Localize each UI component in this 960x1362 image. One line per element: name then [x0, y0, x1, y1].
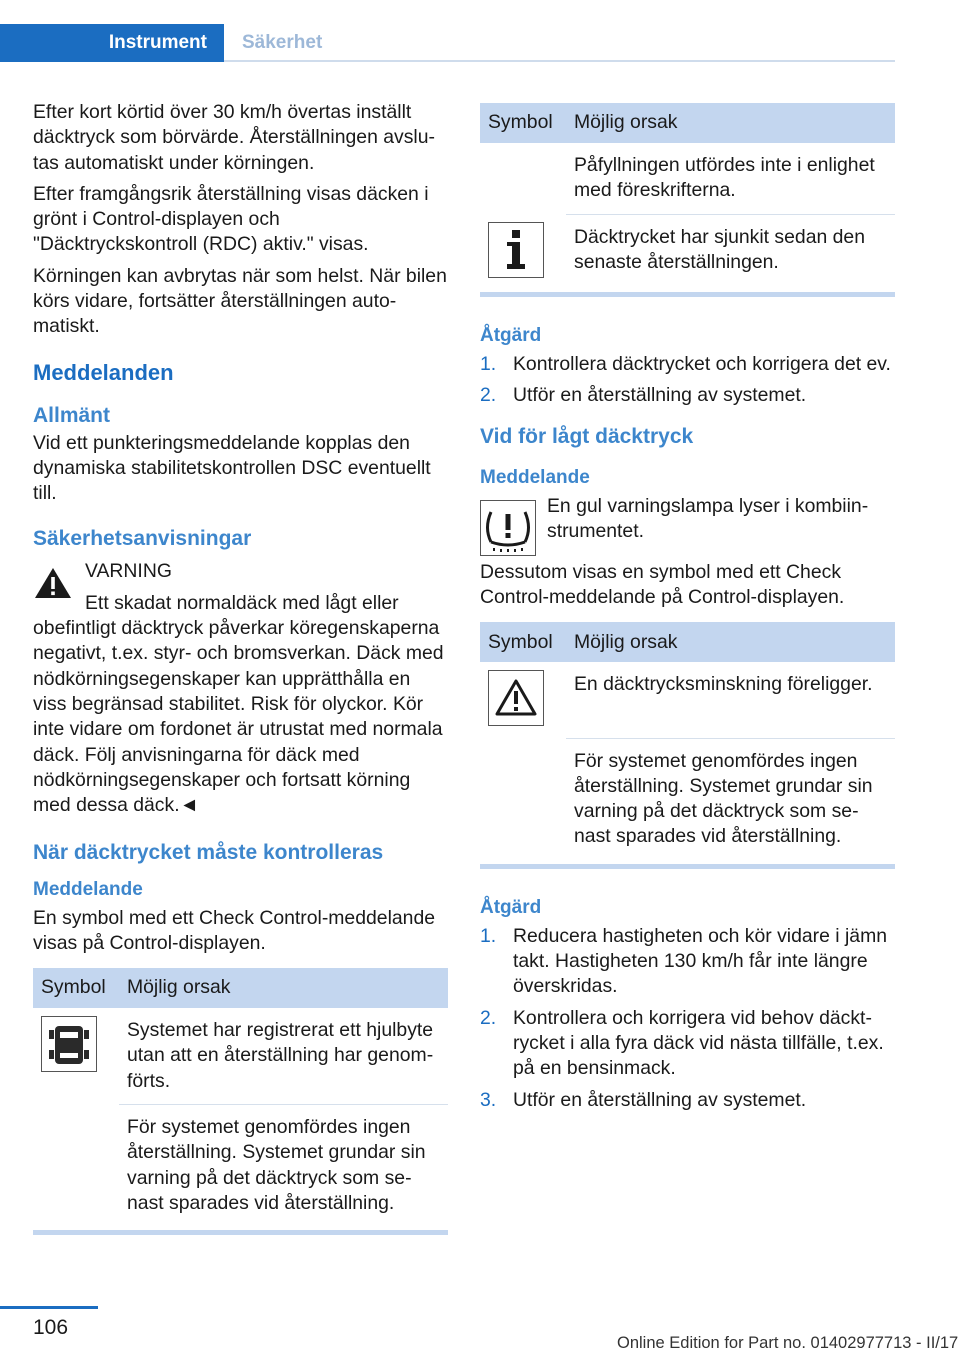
- steps-list: [480, 924, 895, 1113]
- info-icon: [488, 222, 544, 278]
- paragraph: En symbol med ett Check Control-meddelande visas på Control-displayen.: [33, 906, 436, 954]
- list-item: 2. Kontrollera och korrigera vid behov däcktrycket i alla fyra däck vid nästa tillfälle, t.ex. på en bensinmack.: [480, 1006, 884, 1080]
- heading-allmant: Allmänt: [33, 403, 111, 427]
- list-item: 3. Utför en återställning av systemet.: [480, 1088, 807, 1111]
- message-text: En gul varningslampa lyser i kombiinstrumentet.: [547, 494, 869, 542]
- heading-lagt-dacktryck: Vid för lågt däcktryck: [480, 424, 694, 448]
- table-cell: En däcktrycksminskning föreligger.: [566, 662, 895, 738]
- list-item: 1. Kontrollera däcktrycket och korrigera det ev.: [480, 353, 891, 376]
- tire-pressure-warning-icon: [480, 500, 536, 556]
- tab-sakerhet[interactable]: Säkerhet: [242, 32, 323, 53]
- paragraph: Dessutom visas en symbol med ett Check Control-meddelande på Control-displayen.: [480, 560, 845, 608]
- symbol-table: [480, 622, 895, 868]
- left-column: [33, 100, 448, 1235]
- heading-meddelande: Meddelande: [480, 466, 590, 488]
- list-item: 2. Utför en återställning av systemet.: [480, 384, 807, 407]
- right-column: [480, 92, 895, 1119]
- car-wheels-icon: [41, 1016, 97, 1072]
- table-row: [480, 143, 895, 214]
- col-header-orsak: Möjlig orsak: [566, 103, 895, 143]
- footer-divider: [0, 1306, 98, 1309]
- tab-instrument[interactable]: Instrument: [0, 24, 224, 62]
- table-row: [480, 738, 895, 866]
- table-cell: Däcktrycket har sjunkit sedan den senaste återställningen.: [566, 214, 895, 295]
- warning-text: obefintligt däcktryck påverkar köregenskaperna negativt, t.ex. styr- och bromsverkan. Däck med nödkörningsegenskaper kan upprätthålla en viss begränsad stabilitet. Risk för olyckor. Kör inte vidare om fordonet är utrustat med normala däck. Följ anvisningarna för däck med nödkörningsegenskaper och fortsatt körning med dessa däck.◄: [33, 617, 444, 817]
- heading-atgard: Åtgärd: [480, 896, 542, 918]
- table-cell: För systemet genomfördes ingen återställning. Systemet grundar sin varning på det däcktryck som senast sparades vid återställning.: [566, 738, 895, 866]
- heading-meddelande: Meddelande: [33, 878, 143, 900]
- table-cell: Påfyllningen utfördes inte i enlighet med föreskrifterna.: [566, 143, 895, 214]
- symbol-table: [480, 103, 895, 297]
- heading-kontroll: När däcktrycket måste kontrolleras: [33, 840, 384, 864]
- warning-block: [33, 559, 448, 819]
- col-header-orsak: Möjlig orsak: [119, 968, 448, 1008]
- warning-triangle-icon: [488, 670, 544, 726]
- col-header-symbol: Symbol: [33, 968, 119, 1008]
- table-row: [33, 1008, 448, 1104]
- paragraph: Efter framgångsrik återställning visas däcken i grönt i Control-displayen och "Däcktryckskontroll (RDC) aktiv." visas.: [33, 182, 429, 256]
- paragraph: Efter kort körtid över 30 km/h övertas inställt däcktryck som börvärde. Återställningen avslutas automatiskt under körningen.: [33, 101, 435, 174]
- paragraph: Vid ett punkteringsmeddelande kopplas den dynamiska stabilitetskontrollen DSC eventuellt till.: [33, 431, 431, 505]
- paragraph: Körningen kan avbrytas när som helst. När bilen körs vidare, fortsätter återställningen automatiskt.: [33, 264, 447, 338]
- table-cell: För systemet genomfördes ingen återställning. Systemet grundar sin varning på det däcktryck som senast sparades vid återställning.: [119, 1105, 448, 1233]
- col-header-symbol: Symbol: [480, 622, 566, 662]
- table-row: [480, 214, 895, 295]
- message-block: [480, 494, 895, 552]
- col-header-symbol: Symbol: [480, 103, 566, 143]
- warning-label: VARNING: [85, 559, 172, 582]
- heading-atgard: Åtgärd: [480, 325, 542, 347]
- page-number: 106: [33, 1316, 69, 1339]
- list-item: 1. Reducera hastigheten och kör vidare i jämn takt. Hastigheten 130 km/h får inte längre överskridas.: [480, 924, 888, 998]
- steps-list: [480, 352, 895, 409]
- header-tabs: [0, 0, 895, 62]
- heading-sakerhetsanvisningar: Säkerhetsanvisningar: [33, 526, 252, 550]
- table-row: [480, 662, 895, 738]
- table-cell: Systemet har registrerat ett hjulbyte utan att en återställning har genomförts.: [119, 1008, 448, 1104]
- warning-triangle-icon: [33, 565, 73, 601]
- edition-text: Online Edition for Part no. 01402977713 - II/17: [617, 1334, 959, 1352]
- table-row: [33, 1105, 448, 1233]
- heading-meddelanden: Meddelanden: [33, 359, 174, 385]
- header-divider: [224, 60, 895, 62]
- warning-text-first: Ett skadat normaldäck med lågt eller: [85, 591, 399, 614]
- col-header-orsak: Möjlig orsak: [566, 622, 895, 662]
- symbol-table: [33, 968, 448, 1235]
